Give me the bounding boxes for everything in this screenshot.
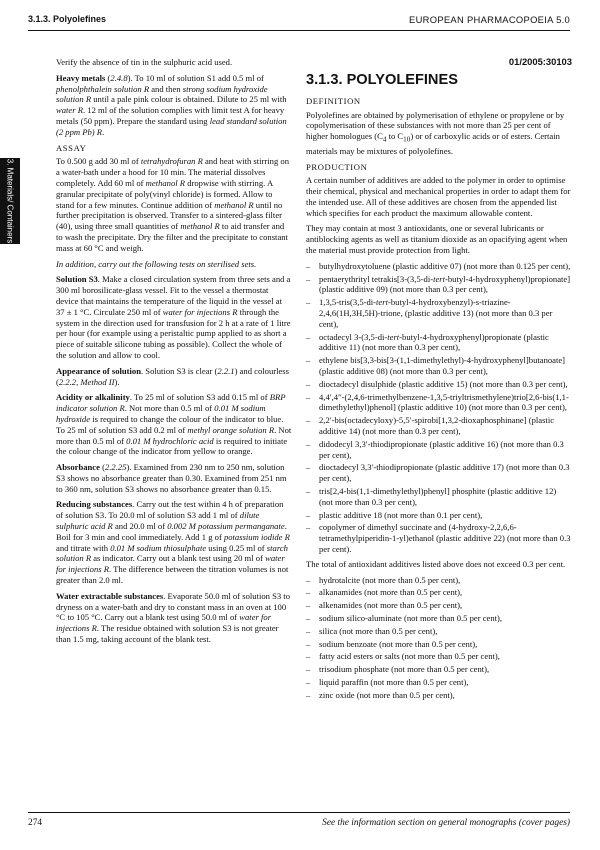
text-run: ethylene bis[3,3-bis[3-(1,1-dimethylethyl)-4-hydroxyphenyl]butanoate] (plastic additive 08) (not more than 0.3 per cent), [319,355,566,377]
reagent: 0.01 M sodium thiosulphate [110,542,207,553]
reagent: phenolphthalein solution R [56,83,150,94]
assay-paragraph [56,156,292,253]
text-run: ). [114,376,120,387]
reagent: lead standard solution (2 ppm Pb) R [56,115,287,137]
reagent: water for injections R [162,306,238,317]
list-item [306,510,572,521]
list-item: – zinc oxide (not more than 0.5 per cent), [306,690,572,701]
text-run: and then [149,83,183,94]
text-run: . Not more than 0.5 ml of [56,424,292,446]
acidity-term: Acidity or alkalinity [56,392,130,403]
list-item [306,355,572,377]
list-item: – fatty acid esters or salts (not more than 0.5 per cent), [306,651,572,662]
text-run: . The residue obtained with solution S3 is not greater than 1.5 mg, taking account of the blank test. [56,623,279,645]
text-run: octadecyl 3-(3,5-di- [319,331,388,342]
monograph-title: 3.1.3. POLYOLEFINES [306,71,458,88]
text-run: dropwise with stirring. A granular precipitate of poly(vinyl chloride) is formed. Allow to stand for a few minutes. Continue addition of [56,177,273,210]
monograph-reference: 01/2005:30103 [508,56,572,67]
text-run: To 10 ml of solution S1 add 0.5 ml of [134,72,264,83]
text-run: 4,4′,4″-(2,4,6-trimethylbenzene-1,3,5-triyltrismethylene)trio[2,6-bis(1,1-dimethylethyl)phenol] (plastic additive 10) (not more than 0.3 per cent), [319,391,569,413]
appearance-paragraph [56,366,292,388]
production-paragraph-2: They may contain at most 3 antioxidants, one or several lubricants or antiblocking agents as well as titanium dioxide as an opacifying agent when the material must provide protection from light. [306,223,568,256]
text-run: . Not more than 0.5 ml of [124,403,215,414]
text-run: tris[2,4-bis(1,1-dimethylethyl)phenyl] phosphite (plastic additive 12) (not more than 0.3 per cent), [319,486,557,507]
list-item [306,486,572,508]
right-column [306,57,572,705]
lubricant-list [306,575,572,701]
text-run: copolymer of dimethyl succinate and (4-hydroxy-2,2,6,6-tetramethylpiperidin-1-yl)ethanol (plastic additive 22) (not more than 0.3 per cent). [319,522,571,554]
text-run: until no further precipitation is observed. Transfer to a sintered-glass filter (40), using three small quantities of [56,199,283,232]
list-item: – alkanamides (not more than 0.5 per cent), [306,587,572,598]
text-run: ( [99,462,105,473]
header-rule [28,30,570,31]
text-run: ) and colourless ( [56,365,289,387]
list-item: – hydrotalcite (not more than 0.5 per cent), [306,575,572,586]
subscript: 10 [403,135,411,144]
reagent: methanol R [145,177,186,188]
text-run: ). Examined from 230 nm to 250 nm, solution S3 shows no absorbance greater than 0.30. Examined from 251 nm to 360 nm, solution S3 shows no absorbance greater than 0.15. [56,462,287,494]
list-item [306,332,572,354]
text-run: dioctadecyl disulphide (plastic additive 15) (not more than 0.3 per cent), [319,378,568,389]
text-run: -butyl-4-hydroxyphenyl)propionate (plastic additive 11) (not more than 0.3 per cent), [319,331,549,353]
antioxidant-total-note: The total of antioxidant additives listed above does not exceed 0.3 per cent. [306,558,566,569]
list-item [306,415,572,437]
definition-paragraph [306,110,572,157]
text-run: 2,2′-bis(octadecyloxy)-5,5′-spirobi[1,3,2-dioxaphosphinane] (plastic additive 14) (not more than 0.3 per cent), [319,415,555,437]
list-item: – trisodium phosphate (not more than 0.5 per cent), [306,664,572,675]
publication-title: EUROPEAN PHARMACOPOEIA 5.0 [409,14,570,25]
assay-heading: ASSAY [56,142,87,153]
text-run: to C [386,131,404,142]
list-item: – liquid paraffin (not more than 0.5 per cent), [306,677,572,688]
solution-s3-term: Solution S3 [56,274,98,285]
text-run: . Solution S3 is clear ( [141,365,218,376]
text-run: . The difference between the titration volumes is not greater than 2.0 ml. [56,564,289,586]
list-item: – sodium benzoate (not more than 0.5 per cent), [306,639,572,650]
text-run: through the system in the direction used for transfusion for 2 h at a rate of 1 litre per hour (for example using a peristaltic pump applied to as short a piece of suitable silicone tubing as possible). Collect the whole of the solution and allow to cool. [56,306,291,360]
water-extractable-term: Water extractable substances [56,590,164,601]
definition-heading: DEFINITION [306,95,361,106]
sterilised-note: In addition, carry out the following tests on sterilised sets. [56,258,257,269]
text-run: Polyolefines are obtained by polymerisation of ethylene or propylene or by copolymerisation of these substances with not more than 25 per cent of higher homologues (C [306,109,565,142]
water-extractable-paragraph [56,591,292,645]
heavy-metals-term: Heavy metals [56,72,106,83]
reducing-paragraph [56,499,292,585]
antioxidant-list [306,261,572,555]
list-item: – sodium silico-aluminate (not more than 0.5 per cent), [306,613,572,624]
page-number: 274 [28,818,43,828]
list-item [306,462,572,484]
left-column [56,57,292,650]
italic-run: tert [376,297,388,308]
text-run: -butyl-4-hydroxyphenyl)propionate] (plastic additive 09) (not more than 0.3 per cent), [319,273,571,295]
list-item: – alkenamides (not more than 0.5 per cent), [306,600,572,611]
footer-note: See the information section on general monographs (cover pages) [322,818,570,828]
intro-paragraph: Verify the absence of tin in the sulphuric acid used. [56,57,233,67]
text-run: . Carry out the test within 4 h of preparation of solution S3. To 20.0 ml of solution S3 add 1 ml of [56,499,284,521]
list-item [306,392,572,414]
chapter-side-tab [0,158,20,244]
reducing-term: Reducing substances [56,499,133,510]
text-run: ) or of carboxylic acids or of esters. Certain materials may be mixtures of polyolefines. [306,131,560,156]
list-item [306,522,572,554]
production-heading: PRODUCTION [306,161,368,172]
text-run: . Evaporate 50.0 ml of solution S3 to dryness on a water-bath and dry to constant mass in an oven at 100 °C to 105 °C. Carry out a blank test using 50.0 ml of [56,590,290,623]
text-run: pentaerythrityl tetrakis[3-(3,5-di- [319,273,434,284]
reagent: 0.01 M sodium hydroxide [56,403,266,424]
text-run: plastic additive 18 (not more than 0.1 per cent), [319,509,483,520]
text-run: . To 25 ml of solution S3 add 0.15 ml of [129,392,270,403]
reference: 2.2.1 [217,365,235,376]
section-title: 3.1.3. Polyolefines [28,14,107,24]
text-run: . 12 ml of the solution complies with limit test A for heavy metals (50 ppm). Prepare the standard using [56,105,285,126]
reagent: water R [56,105,83,116]
text-run: 1,3,5-tris(3,5-di- [319,297,377,308]
list-item [306,274,572,296]
list-item [306,439,572,461]
text-run: is required to initiate the colour change of the indicator from yellow to orange. [56,435,288,457]
italic-run: tert [433,273,446,284]
list-item: – silica (not more than 0.5 per cent), [306,626,572,637]
text-run: didodecyl 3,3′-thiodipropionate (plastic additive 16) (not more than 0.3 per cent), [319,438,564,460]
text-run: . [102,126,105,137]
reference: 2.2.25 [104,462,127,473]
text-run: . Boil for 3 min and cool immediately. Add 1 g of [56,521,287,542]
reagent: BRP indicator solution R [56,392,286,414]
text-run: to aid transfer and to wash the precipitate. Dry the filter and the precipitate to constant mass at 60 °C and weigh. [56,221,288,253]
footer-rule [28,812,570,813]
reagent: 0.01 M hydrochloric acid [126,435,214,446]
text-run: dioctadecyl 3,3′-thiodipropionate (plastic additive 17) (not more than 0.3 per cent), [319,462,570,484]
text-run: and heat with stirring on a water-bath under a hood for 10 min. The material dissolves completely. Add 60 ml of [56,156,290,188]
chapter-side-tab-label: 3. Materials/ Containers [5,158,15,244]
absorbance-paragraph [56,462,292,494]
reagent: strong sodium hydroxide solution R [56,83,268,105]
reference: 2.2.2, Method II [58,376,115,387]
text-run: To 0.500 g add 30 ml of [56,156,141,167]
text-run: butylhydroxytoluene (plastic additive 07) (not more than 0.125 per cent), [319,260,571,271]
text-run: and titrate with [56,542,111,553]
subscript: 4 [382,135,387,144]
text-run: using 0.25 ml of [206,542,267,553]
reagent: methanol R [180,221,220,232]
reagent: tetrahydrofuran R [140,156,203,167]
text-run: and 20.0 ml of [112,521,168,532]
reagent: 0.002 M potassium permanganate [167,521,285,532]
appearance-term: Appearance of solution [56,365,141,376]
text-run: is required to change the colour of the indicator to blue. To 25 ml of solution S3 add 0.2 ml of [56,413,284,435]
list-item [306,297,572,329]
solution-s3-paragraph [56,274,292,360]
italic-run: tert [387,331,400,342]
text-run: until a pale pink colour is obtained. Dilute to 25 ml with [91,94,287,105]
reagent: water for injections R [56,612,272,634]
reagent: dilute sulphuric acid R [56,510,260,532]
acidity-paragraph [56,392,292,457]
heavy-metals-ref: 2.4.8 [110,72,128,83]
list-item [306,261,572,272]
reagent: methyl orange solution R [187,424,275,435]
reagent: water for injections R [56,553,285,575]
absorbance-term: Absorbance [56,462,100,473]
text-run: . Make a closed circulation system from three sets and a 300 ml borosilicate-glass vessel. Fit to the vessel a thermostat device that maintains the temperature of the liquid in the vessel at 37 ± 1 °C. Circulate 250 ml of [56,274,291,317]
reagent: potassium iodide R [223,531,290,542]
production-paragraph-1: A certain number of additives are added to the polymer in order to optimise their chemical, physical and mechanical properties in order to adapt them for the intended use. All of these additives are chosen from the appended list which specifies for each product the maximum allowable content. [306,175,571,218]
heavy-metals-paragraph: Heavy metals (2.4.8). To 10 ml of solution S1 add 0.5 ml of phenolphthalein solution R and then strong sodium hydroxide solution R until a pale pink colour is obtained. Dilute to 25 ml with water R. 12 ml of the solution complies with limit test A for heavy metals (50 ppm). Prepare the standard using lead standard solution (2 ppm Pb) R. [56,72,287,137]
reagent: methanol R [214,199,254,210]
list-item [306,379,572,390]
reagent: starch solution R [56,542,288,564]
text-run: as indicator. Carry out a blank test using 20 ml of [91,553,266,564]
text-run: -butyl-4-hydroxybenzyl)-s-triazine-2,4,6(1H,3H,5H)-trione, (plastic additive 13) (not more than 0.3 per cent), [319,297,553,329]
